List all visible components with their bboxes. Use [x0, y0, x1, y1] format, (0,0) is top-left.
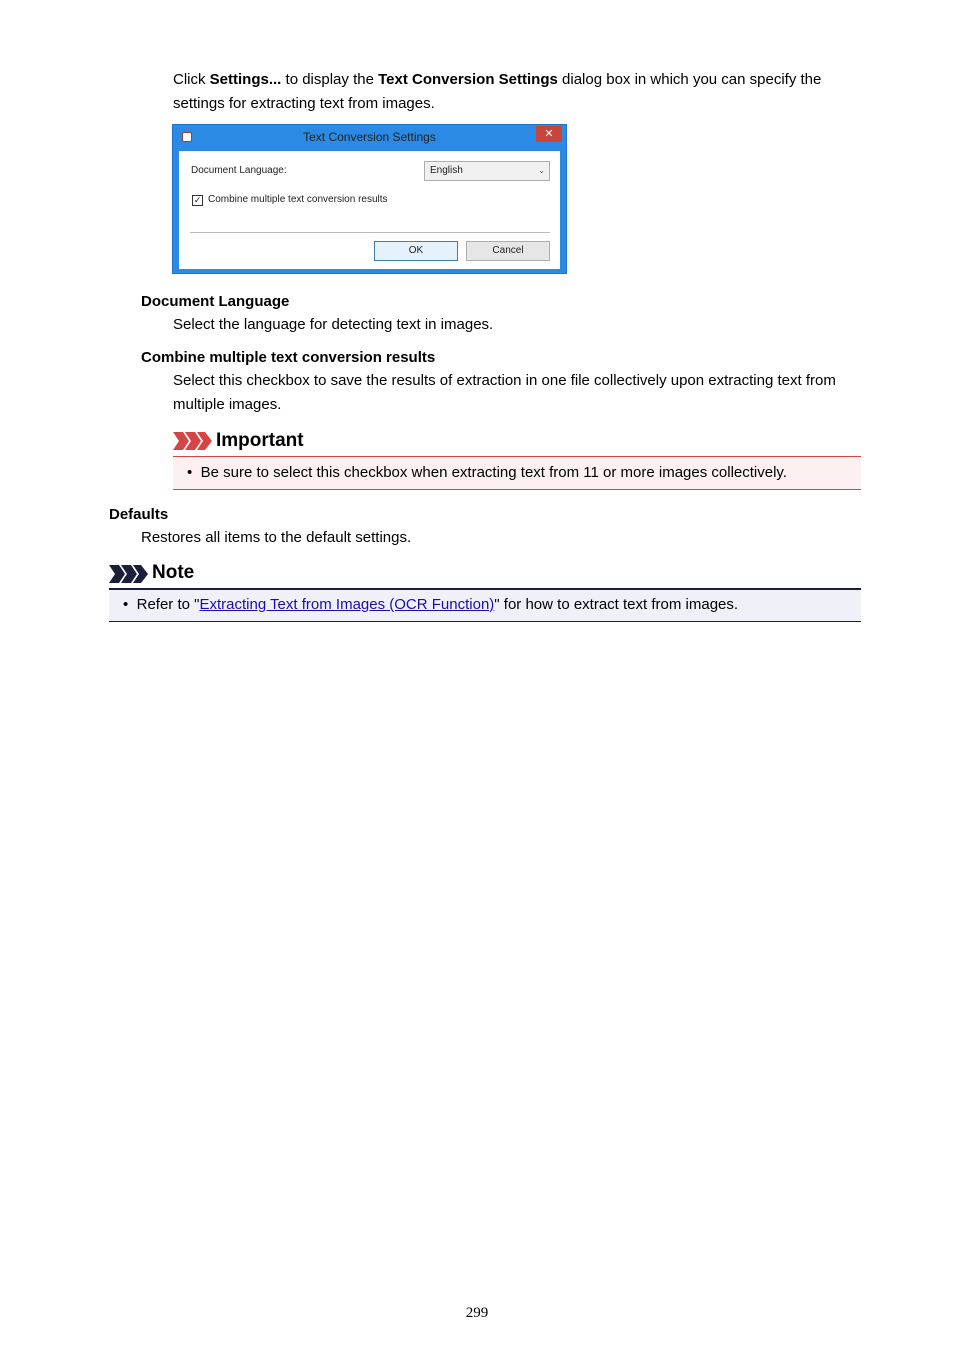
dialog-name-term: Text Conversion Settings — [378, 71, 558, 88]
important-icon — [173, 432, 213, 450]
list-item — [187, 464, 787, 481]
document-language-label: Document Language: — [191, 165, 287, 176]
important-box — [173, 456, 861, 490]
settings-term: Settings... — [209, 71, 282, 88]
page-number: 299 — [465, 1305, 489, 1321]
intro-text: Click — [173, 71, 210, 88]
note-text: " for how to extract text from images. — [494, 596, 739, 613]
note-text: Refer to " — [136, 596, 200, 613]
important-text: Be sure to select this checkbox when extracting text from 11 or more images collectively. — [200, 464, 787, 481]
combine-results-checkbox[interactable]: ✓ — [193, 195, 202, 205]
note-box — [109, 588, 861, 622]
note-icon — [109, 565, 149, 583]
document-language-desc: Select the language for detecting text in images. — [173, 316, 494, 333]
ocr-function-link[interactable]: Extracting Text from Images (OCR Function) — [199, 596, 495, 613]
bullet: • — [187, 464, 193, 481]
divider — [190, 232, 550, 233]
intro-text: dialog box in which you can specify the settings for extracting text from images. — [173, 71, 822, 112]
language-value: English — [430, 165, 463, 176]
document-language-term: Document Language — [141, 293, 290, 310]
combine-results-term: Combine multiple text conversion results — [141, 349, 436, 366]
close-icon[interactable]: ✕ — [536, 126, 562, 142]
bullet: • — [123, 596, 129, 613]
text-conversion-settings-dialog — [172, 124, 567, 274]
chevron-down-icon: ⌄ — [538, 166, 545, 175]
defaults-term: Defaults — [109, 506, 169, 523]
dialog-body — [179, 151, 560, 269]
cancel-button[interactable]: Cancel — [466, 241, 550, 261]
combine-results-desc: Select this checkbox to save the results of extraction in one file collectively upon extracting text from multiple images. — [173, 372, 836, 413]
intro-paragraph — [173, 68, 863, 116]
combine-results-label: Combine multiple text conversion results — [208, 194, 388, 205]
list-item — [123, 596, 738, 613]
ok-button[interactable]: OK — [374, 241, 458, 261]
defaults-desc: Restores all items to the default settings. — [141, 529, 412, 546]
intro-text: to display the — [281, 71, 379, 88]
note-title: Note — [152, 562, 195, 583]
dialog-title: Text Conversion Settings — [303, 130, 436, 144]
document-language-select[interactable] — [424, 161, 550, 181]
important-title: Important — [216, 430, 304, 451]
